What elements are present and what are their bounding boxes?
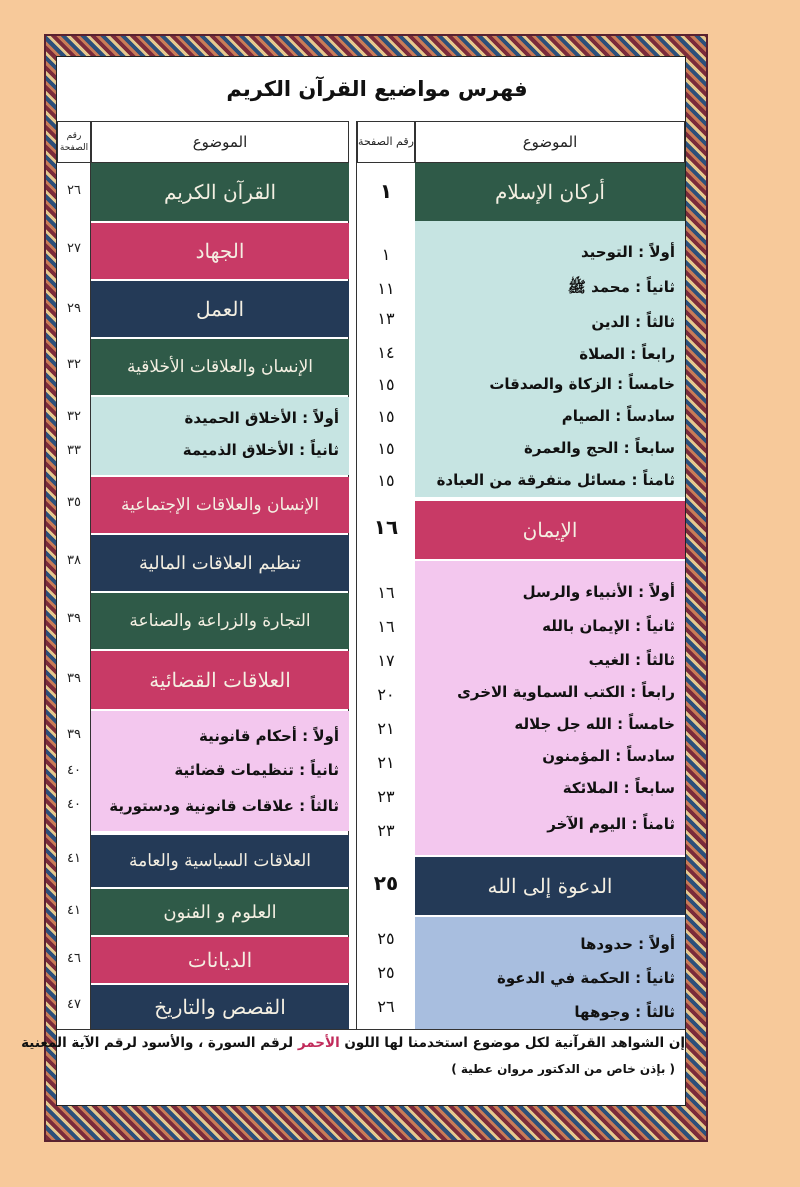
list-item: أولاً : الأنبياء والرسل — [522, 583, 675, 601]
page-number: ١٦ — [373, 515, 399, 539]
page-number: ١٥ — [377, 375, 395, 394]
page-number: ١٦ — [377, 617, 395, 636]
section-social: الإنسان والعلاقات الإجتماعية — [91, 477, 349, 533]
page-number: ٣٨ — [67, 553, 81, 568]
page-number: ٤٧ — [67, 997, 81, 1012]
section-quran: القرآن الكريم — [91, 163, 349, 221]
footer-note — [21, 1035, 685, 1051]
list-item: أولاً : التوحيد — [581, 243, 675, 261]
section-iman: الإيمان — [415, 501, 685, 559]
page-number: ٤١ — [67, 851, 81, 866]
page-number: ٢٩ — [67, 301, 81, 316]
page-number: ٤٦ — [67, 951, 81, 966]
dawah-items-block — [415, 917, 685, 1029]
left-topic-header: الموضوع — [91, 121, 349, 163]
list-item: أولاً : الأخلاق الحميدة — [184, 409, 339, 427]
page-number: ٣٩ — [67, 611, 81, 626]
page-number: ١٥ — [377, 471, 395, 490]
list-item: خامساً : الزكاة والصدقات — [489, 375, 675, 393]
list-item: سابعاً : الحج والعمرة — [524, 439, 675, 457]
page-number: ٢٣ — [377, 787, 395, 806]
list-item: ثانياً : محمد ﷺ — [567, 278, 675, 296]
pillars-items-block — [415, 221, 685, 497]
page-number: ٣٣ — [67, 443, 81, 458]
footer-note-part2: لرقم السورة ، والأسود لرقم الآية المعنية — [21, 1035, 294, 1051]
page-number: ٢٥ — [377, 929, 395, 948]
page-number: ١٧ — [377, 651, 395, 670]
page-number: ١ — [381, 245, 391, 264]
page-number: ٣٢ — [67, 357, 81, 372]
page-number: ٣٥ — [67, 495, 81, 510]
list-item: ثالثاً : الغيب — [588, 651, 675, 669]
list-item: ثانياً : الإيمان بالله — [542, 617, 675, 635]
section-politics: العلاقات السياسية والعامة — [91, 835, 349, 887]
right-topic-header: الموضوع — [415, 121, 685, 163]
section-trade: التجارة والزراعة والصناعة — [91, 593, 349, 649]
list-item: سادساً : المؤمنون — [542, 747, 675, 765]
page-number: ١١ — [377, 279, 395, 298]
page-number: ٢٦ — [67, 183, 81, 198]
section-jihad: الجهاد — [91, 223, 349, 279]
list-item: سابعاً : الملائكة — [562, 779, 675, 797]
list-item: ثانياً : تنظيمات قضائية — [174, 761, 339, 779]
footer-note-red: الأحمر — [297, 1035, 340, 1051]
page-number: ٢٥ — [377, 963, 395, 982]
list-item: ثانياً : الأخلاق الذميمة — [182, 441, 339, 459]
right-page-header: رقم الصفحة — [357, 121, 415, 163]
list-item: سادساً : الصيام — [561, 407, 675, 425]
page-number: ٢٠ — [377, 685, 395, 704]
section-work: العمل — [91, 281, 349, 337]
list-item: ثامناً : مسائل متفرقة من العبادة — [436, 471, 675, 489]
page-number: ١٤ — [377, 343, 395, 362]
list-item: رابعاً : الصلاة — [579, 345, 675, 363]
page-number: ٢٣ — [377, 821, 395, 840]
list-item: ثانياً : الحكمة في الدعوة — [497, 969, 675, 987]
footer-permission: ( بإذن خاص من الدكتور مروان عطية ) — [451, 1062, 675, 1076]
page-title: فهرس مواضيع القرآن الكريم — [226, 77, 528, 101]
list-item: أولاً : أحكام قانونية — [199, 727, 339, 745]
page-number: ٣٢ — [67, 409, 81, 424]
list-item: ثامناً : اليوم الآخر — [547, 815, 675, 833]
page-number: ٣٩ — [67, 727, 81, 742]
footer-note-part1: إن الشواهد القرآنية لكل موضوع استخدمنا لها اللون — [344, 1035, 685, 1051]
index-page — [21, 56, 686, 1106]
page-number: ٢١ — [377, 753, 395, 772]
page-number: ١٣ — [377, 309, 395, 328]
section-stories: القصص والتاريخ — [91, 985, 349, 1029]
page-number: ٣٩ — [67, 671, 81, 686]
section-finance: تنظيم العلاقات المالية — [91, 535, 349, 591]
left-page-header: رقم الصفحة — [57, 121, 91, 163]
page-number: ٤١ — [67, 903, 81, 918]
section-sciences: العلوم و الفنون — [91, 889, 349, 935]
page-number: ٢١ — [377, 719, 395, 738]
right-column-divider — [356, 121, 357, 1029]
page-number: ٢٦ — [377, 997, 395, 1016]
section-islam-pillars: أركان الإسلام — [415, 163, 685, 221]
list-item: رابعاً : الكتب السماوية الاخرى — [457, 683, 675, 701]
list-item: خامساً : الله جل جلاله — [514, 715, 675, 733]
page-number: ٤٠ — [67, 763, 81, 778]
section-religions: الديانات — [91, 937, 349, 983]
section-dawah: الدعوة إلى الله — [415, 857, 685, 915]
list-item: ثالثاً : وجوهها — [574, 1003, 675, 1021]
table-bottom-rule — [57, 1029, 685, 1030]
list-item: ثالثاً : علاقات قانونية ودستورية — [109, 797, 339, 815]
page-number: ١٦ — [377, 583, 395, 602]
list-item: أولاً : حدودها — [580, 935, 675, 953]
ethics-items-block — [91, 397, 349, 475]
page-number: ١٥ — [377, 439, 395, 458]
iman-items-block — [415, 561, 685, 855]
list-item: ثالثاً : الدين — [591, 313, 675, 331]
page-number: ١٥ — [377, 407, 395, 426]
section-judicial: العلاقات القضائية — [91, 651, 349, 709]
section-ethics: الإنسان والعلاقات الأخلاقية — [91, 339, 349, 395]
page-number: ٤٠ — [67, 797, 81, 812]
judicial-items-block — [91, 711, 349, 831]
page-number: ٢٧ — [67, 241, 81, 256]
page-number: ١ — [379, 179, 393, 203]
page-number: ٢٥ — [373, 871, 399, 895]
